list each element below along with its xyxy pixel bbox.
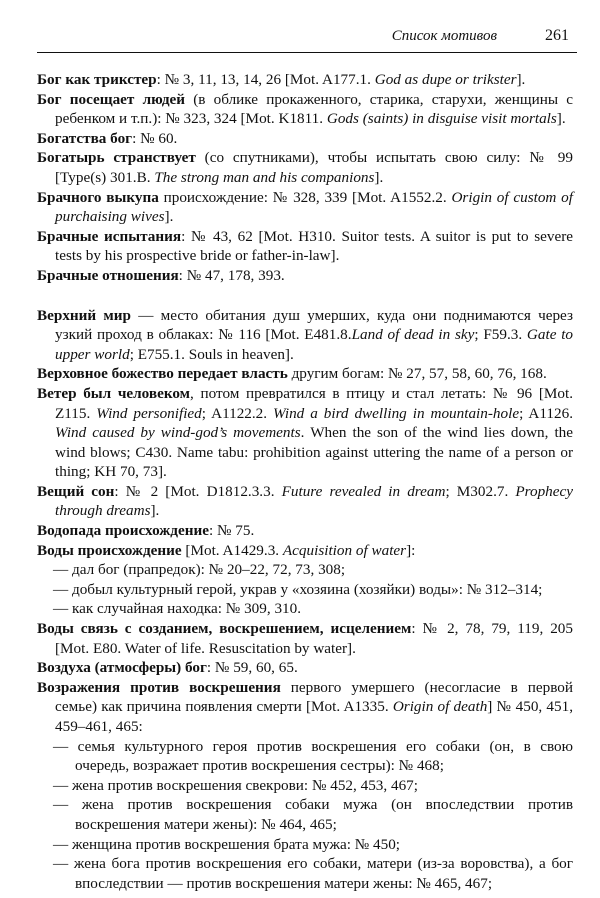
motif-headword: Верхний мир [37,306,131,324]
motif-headword: Верховное божество передает власть [37,365,288,383]
motif-subentry [37,854,573,893]
entry-text: ; A1122.2. [201,404,274,422]
motif-subentry [37,835,573,855]
entry-text: ]. [516,71,526,88]
motif-reference-title: Wind a bird dwelling in mountain-hole [273,404,520,422]
motif-index-content [37,70,573,893]
motif-entry [37,384,573,482]
entry-text: ; A1126. [519,404,573,422]
entry-text: : № 43, 62 [Mot. H310. Suitor tests. A suitor is put to severe tests by his prospective bride or father-in-law]. [55,227,573,265]
motif-headword: Богатырь странствует [37,149,196,167]
motif-headword: Брачные испытания [37,227,182,245]
entry-text: — место обитания душ умерших, куда они поднимаются через узкий проход в облаках: № 116 [Mot. E481.8. [55,306,573,344]
entry-text: : № 2 [Mot. D1812.3.3. [114,482,282,500]
entry-text: ]: [406,541,416,559]
entry-text: : № 3, 11, 13, 14, 26 [Mot. A177.1. [156,71,375,88]
entry-text: — семья культурного героя против воскрешения его собаки (он, в свою очередь, возражает против воскрешения сестры): № 468; [53,737,573,775]
entry-text: : № 47, 178, 393. [178,266,285,284]
entry-text: — женщина против воскрешения брата мужа: № 450; [53,835,401,853]
motif-subentry [37,795,573,834]
motif-entry [37,482,573,521]
entry-text: ; M302.7. [445,482,516,500]
entry-text: ]. [150,502,160,520]
motif-headword: Бог как трикстер [37,71,157,88]
motif-reference-title: The strong man and his companions [154,168,375,186]
entry-text: . When the son of the wind lies down, the wind blows; C430. Name tabu: prohibition against uttering the name of a person or thing; KH 70, 73]. [55,424,573,481]
motif-headword: Брачного выкупа [37,188,159,206]
motif-entry [37,70,573,90]
entry-text: — жена бога против воскрешения его собаки, матери (из-за воровства), а бог впоследствии — против воскрешения матери жены: № 465, 467; [53,855,573,892]
motif-entry [37,266,573,286]
motif-reference-title: Future revealed in dream [281,482,446,500]
motif-headword: Воздуха (атмосферы) бог [37,659,207,677]
motif-entry [37,148,573,187]
motif-subentry [37,560,573,580]
motif-reference-title: Prophecy through dreams [55,482,574,520]
motif-entry [37,521,573,541]
motif-entry [37,658,573,678]
motif-entry [37,188,573,227]
motif-entry [37,227,573,266]
motif-reference-title: Origin of custom of purchaising wives [55,188,573,226]
motif-reference-title: Wind personified [96,404,202,422]
entry-text: ]. [374,168,384,186]
entry-text: : № 60. [132,129,178,147]
motif-reference-title: Gate to upper world [55,326,574,363]
motif-entry [37,678,573,737]
motif-reference-title: Acquisition of water [282,541,407,559]
motif-headword: Вещий сон [37,482,115,500]
running-title: Список мотивов [391,28,497,44]
entry-text: : № 59, 60, 65. [206,659,298,677]
motif-reference-title: Origin of death [392,698,488,716]
entry-text: (в облике прокаженного, старика, старухи, женщины с ребенком и т.п.): № 323, 324 [Mot. K1811. [55,90,574,128]
entry-text: ]. [556,110,566,128]
motif-headword: Возражения против воскрешения [37,678,281,696]
entry-text: — добыл культурный герой, украв у «хозяина (хозяйки) воды»: № 312–314; [53,580,543,598]
entry-text: — как случайная находка: № 309, 310. [53,600,302,618]
entry-text: (со спутниками), чтобы испытать свою силу: № 99 [Type(s) 301.B. [55,149,573,186]
motif-entry [37,619,573,658]
running-header [37,26,577,53]
motif-entry [37,306,573,365]
motif-reference-title: Wind caused by wind-god’s movements [55,424,301,442]
entry-text: — жена против воскрешения свекрови: № 452, 453, 467; [53,776,418,794]
entry-text: первого умершего (несогласие в первой семье) как причина появления смерти [Mot. A1335. [55,678,573,716]
motif-headword: Богатства бог [37,129,133,147]
entry-text: : № 75. [208,522,255,540]
motif-headword: Брачные отношения [37,266,179,284]
entry-text: ]. [164,208,174,226]
entry-text: [Mot. A1429.3. [181,541,283,559]
entry-text: ; F59.3. [474,326,527,344]
entry-text: другим богам: № 27, 57, 58, 60, 76, 168. [287,365,547,383]
motif-entry [37,364,573,384]
motif-subentry [37,580,573,600]
entry-text: : № 2, 78, 79, 119, 205 [Mot. E80. Water of life. Resuscitation by water]. [55,620,573,657]
motif-subentry [37,776,573,796]
motif-reference-title: Land of dead in sky [351,326,475,344]
entry-text: , потом превратился в птицу и стал летать: № 96 [Mot. Z115. [55,384,573,422]
motif-subentry [37,737,573,776]
motif-headword: Бог посещает людей [37,90,186,108]
entry-text: — жена против воскрешения собаки мужа (он впоследствии против воскрешения матери жены): № 464, 465; [53,796,573,833]
motif-headword: Воды происхождение [37,541,182,559]
entry-text: происхождение: № 328, 339 [Mot. A1552.2. [158,188,452,206]
motif-entry [37,90,573,129]
motif-headword: Ветер был человеком [37,384,191,402]
motif-headword: Водопада происхождение [37,522,209,540]
motif-entry [37,541,573,561]
section-gap [37,286,573,306]
motif-reference-title: Gods (saints) in disguise visit mortals [326,110,557,128]
page-number: 261 [545,27,569,44]
motif-entry [37,129,573,149]
entry-text: ] № 450, 451, 459–461, 465: [55,698,573,735]
motif-headword: Воды связь с созданием, воскрешением, исцелением [37,620,412,638]
entry-text: — дал бог (прапредок): № 20–22, 72, 73, 308; [53,561,346,579]
motif-reference-title: God as dupe or trikster [374,71,517,88]
motif-subentry [37,599,573,619]
entry-text: ; E755.1. Souls in heaven]. [129,345,294,363]
